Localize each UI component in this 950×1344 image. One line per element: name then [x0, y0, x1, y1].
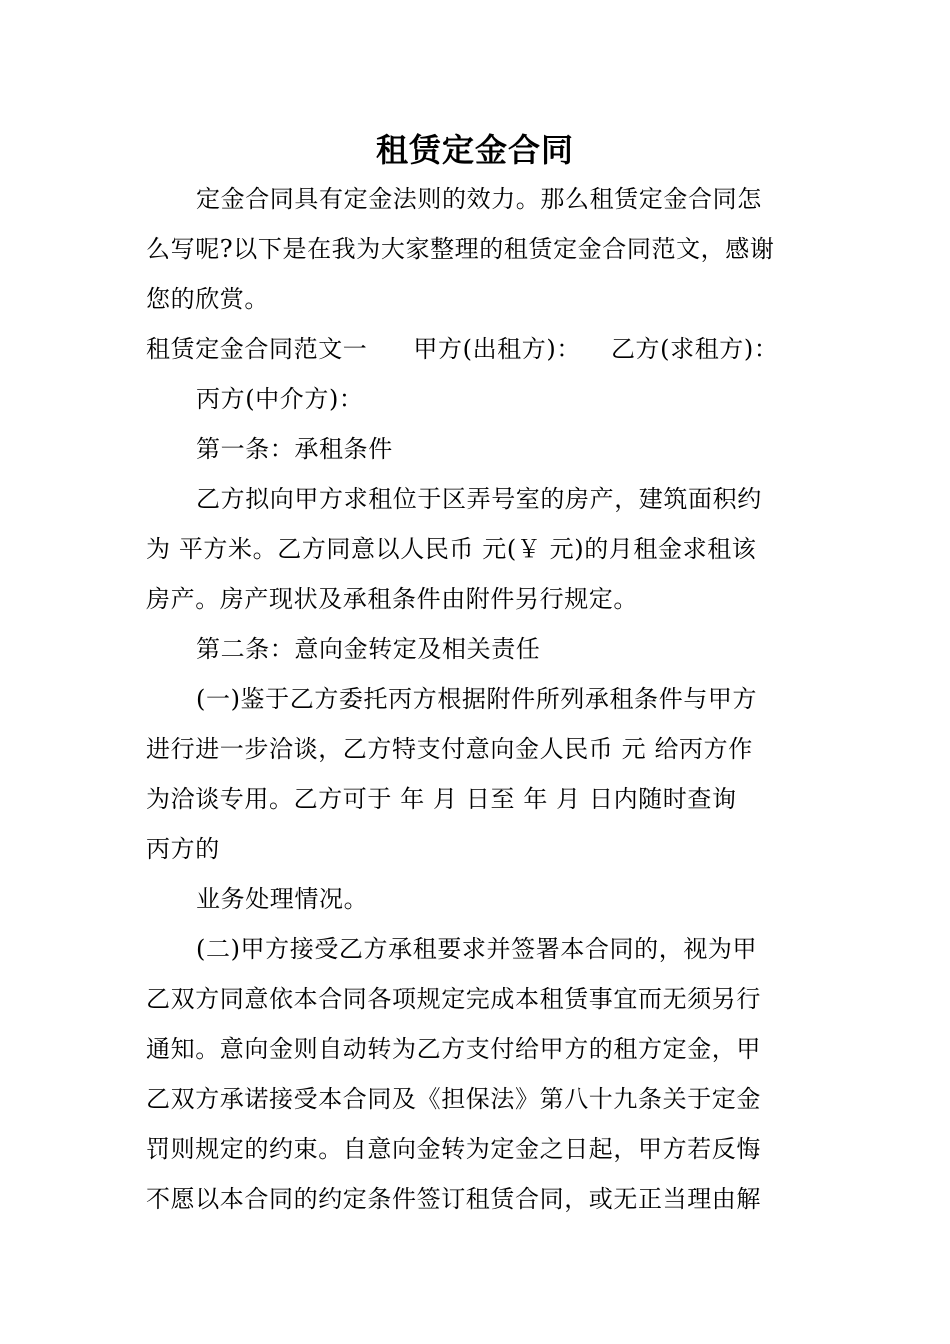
paragraph-line: 房产。房产现状及承租条件由附件另行规定。 — [146, 585, 638, 613]
parties-line — [146, 332, 810, 366]
paragraph-line: 么写呢?以下是在我为大家整理的租赁定金合同范文，感谢 — [146, 235, 775, 263]
paragraph-line: 乙双方同意依本合同各项规定完成本租赁事宜而无须另行 — [146, 985, 761, 1013]
document-title: 租赁定金合同 — [375, 131, 574, 169]
paragraph-line: (二)甲方接受乙方承租要求并签署本合同的，视为甲 — [196, 935, 758, 963]
paragraph-line: 进行进一步洽谈，乙方特支付意向金人民币 元 给丙方作 — [146, 735, 753, 763]
article-heading: 第二条：意向金转定及相关责任 — [196, 635, 541, 663]
paragraph-line: (一)鉴于乙方委托丙方根据附件所列承租条件与甲方 — [196, 685, 758, 713]
paragraph-line: 乙双方承诺接受本合同及《担保法》第八十九条关于定金 — [146, 1085, 761, 1113]
paragraph-line: 业务处理情况。 — [196, 885, 369, 913]
paragraph-line: 您的欣赏。 — [146, 285, 269, 313]
paragraph-line: 乙方拟向甲方求租位于区弄号室的房产，建筑面积约 — [196, 485, 762, 513]
party-a-label: 甲方(出租方)： — [413, 335, 581, 363]
paragraph-line: 通知。意向金则自动转为乙方支付给甲方的租方定金，甲 — [146, 1035, 761, 1063]
article-heading: 第一条：承租条件 — [196, 435, 393, 463]
paragraph-line: 罚则规定的约束。自意向金转为定金之日起，甲方若反悔 — [146, 1135, 761, 1163]
party-c-label: 丙方(中介方)： — [196, 385, 364, 413]
paragraph-line: 为 平方米。乙方同意以人民币 元(￥ 元)的月租金求租该 — [146, 535, 757, 563]
paragraph-line: 不愿以本合同的约定条件签订租赁合同，或无正当理由解 — [146, 1185, 761, 1213]
party-b-label: 乙方(求租方)： — [610, 335, 779, 363]
paragraph-line: 丙方的 — [146, 835, 220, 863]
contract-sample-label: 租赁定金合同范文一 — [146, 335, 368, 363]
paragraph-line: 为洽谈专用。乙方可于 年 月 日至 年 月 日内随时查询 — [146, 785, 737, 813]
paragraph-line: 定金合同具有定金法则的效力。那么租赁定金合同怎 — [196, 185, 762, 213]
